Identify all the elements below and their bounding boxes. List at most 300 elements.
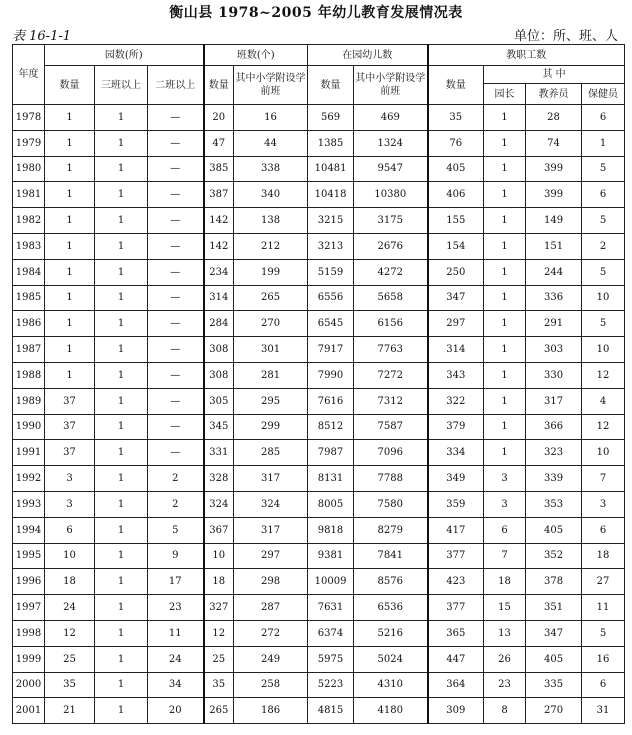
cell-classes-count: 47 <box>204 130 234 156</box>
cell-year: 1995 <box>13 543 45 569</box>
cell-attached-classes: 295 <box>234 388 308 414</box>
cell-teacher: 270 <box>526 698 582 724</box>
table-row <box>13 646 625 672</box>
cell-two-minus: 23 <box>148 595 204 621</box>
cell-children-count: 569 <box>308 105 354 131</box>
table-row <box>13 105 625 131</box>
table-body <box>13 105 625 724</box>
header-children-count: 数量 <box>308 66 354 105</box>
cell-attached-children: 7312 <box>354 388 428 414</box>
cell-year: 2001 <box>13 698 45 724</box>
cell-attached-classes: 138 <box>234 208 308 234</box>
cell-staff-count: 364 <box>428 672 484 698</box>
cell-teacher: 347 <box>526 620 582 646</box>
cell-children-count: 3215 <box>308 208 354 234</box>
cell-staff-count: 417 <box>428 517 484 543</box>
cell-health: 7 <box>582 466 625 492</box>
header-teacher: 教养员 <box>526 84 582 105</box>
cell-two-minus: — <box>148 440 204 466</box>
cell-classes-count: 25 <box>204 646 234 672</box>
cell-three-plus: 1 <box>95 543 148 569</box>
cell-attached-children: 5216 <box>354 620 428 646</box>
header-children: 在园幼儿数 <box>308 45 428 66</box>
cell-three-plus: 1 <box>95 440 148 466</box>
table-row <box>13 569 625 595</box>
cell-principal: 1 <box>484 285 526 311</box>
cell-attached-children: 7788 <box>354 466 428 492</box>
cell-staff-count: 309 <box>428 698 484 724</box>
cell-principal: 3 <box>484 466 526 492</box>
table-row <box>13 259 625 285</box>
cell-gardens-count: 25 <box>45 646 95 672</box>
cell-gardens-count: 18 <box>45 569 95 595</box>
cell-health: 3 <box>582 491 625 517</box>
cell-three-plus: 1 <box>95 491 148 517</box>
cell-attached-classes: 272 <box>234 620 308 646</box>
cell-children-count: 6556 <box>308 285 354 311</box>
cell-attached-classes: 340 <box>234 182 308 208</box>
cell-year: 1993 <box>13 491 45 517</box>
cell-children-count: 6545 <box>308 311 354 337</box>
cell-health: 5 <box>582 259 625 285</box>
cell-gardens-count: 6 <box>45 517 95 543</box>
cell-three-plus: 1 <box>95 285 148 311</box>
header-attached-children: 其中小学附设学前班 <box>354 66 428 105</box>
table-row <box>13 285 625 311</box>
cell-two-minus: — <box>148 233 204 259</box>
cell-teacher: 244 <box>526 259 582 285</box>
cell-gardens-count: 1 <box>45 285 95 311</box>
cell-attached-classes: 270 <box>234 311 308 337</box>
header-three-plus: 三班以上 <box>95 66 148 105</box>
cell-two-minus: — <box>148 362 204 388</box>
cell-gardens-count: 10 <box>45 543 95 569</box>
cell-teacher: 336 <box>526 285 582 311</box>
cell-health: 5 <box>582 208 625 234</box>
cell-attached-children: 7763 <box>354 337 428 363</box>
cell-attached-children: 6536 <box>354 595 428 621</box>
cell-principal: 1 <box>484 311 526 337</box>
cell-staff-count: 155 <box>428 208 484 234</box>
cell-two-minus: — <box>148 285 204 311</box>
cell-children-count: 10009 <box>308 569 354 595</box>
cell-principal: 3 <box>484 491 526 517</box>
cell-principal: 6 <box>484 517 526 543</box>
cell-two-minus: — <box>148 130 204 156</box>
cell-health: 1 <box>582 130 625 156</box>
cell-attached-classes: 258 <box>234 672 308 698</box>
cell-staff-count: 76 <box>428 130 484 156</box>
cell-teacher: 366 <box>526 414 582 440</box>
cell-two-minus: 17 <box>148 569 204 595</box>
cell-attached-classes: 212 <box>234 233 308 259</box>
header-gardens: 园数(所) <box>45 45 204 66</box>
cell-two-minus: 11 <box>148 620 204 646</box>
cell-attached-classes: 287 <box>234 595 308 621</box>
cell-three-plus: 1 <box>95 208 148 234</box>
cell-two-minus: 9 <box>148 543 204 569</box>
cell-principal: 23 <box>484 672 526 698</box>
cell-staff-count: 347 <box>428 285 484 311</box>
table-row <box>13 130 625 156</box>
cell-attached-children: 7841 <box>354 543 428 569</box>
cell-children-count: 9818 <box>308 517 354 543</box>
cell-children-count: 10418 <box>308 182 354 208</box>
cell-children-count: 4815 <box>308 698 354 724</box>
cell-attached-classes: 44 <box>234 130 308 156</box>
cell-classes-count: 327 <box>204 595 234 621</box>
cell-children-count: 1385 <box>308 130 354 156</box>
header-of-which: 其 中 <box>484 66 625 84</box>
cell-attached-children: 7272 <box>354 362 428 388</box>
cell-three-plus: 1 <box>95 672 148 698</box>
cell-three-plus: 1 <box>95 156 148 182</box>
cell-principal: 18 <box>484 569 526 595</box>
cell-staff-count: 250 <box>428 259 484 285</box>
cell-gardens-count: 12 <box>45 620 95 646</box>
cell-three-plus: 1 <box>95 517 148 543</box>
cell-children-count: 7987 <box>308 440 354 466</box>
cell-principal: 1 <box>484 259 526 285</box>
cell-attached-classes: 338 <box>234 156 308 182</box>
cell-health: 6 <box>582 105 625 131</box>
cell-gardens-count: 37 <box>45 388 95 414</box>
cell-two-minus: 2 <box>148 466 204 492</box>
cell-classes-count: 367 <box>204 517 234 543</box>
cell-attached-children: 4310 <box>354 672 428 698</box>
cell-three-plus: 1 <box>95 259 148 285</box>
cell-health: 4 <box>582 388 625 414</box>
cell-attached-classes: 265 <box>234 285 308 311</box>
cell-health: 10 <box>582 337 625 363</box>
cell-teacher: 149 <box>526 208 582 234</box>
cell-health: 18 <box>582 543 625 569</box>
cell-year: 1989 <box>13 388 45 414</box>
cell-health: 27 <box>582 569 625 595</box>
cell-principal: 1 <box>484 388 526 414</box>
cell-classes-count: 234 <box>204 259 234 285</box>
cell-attached-classes: 16 <box>234 105 308 131</box>
cell-principal: 1 <box>484 156 526 182</box>
cell-gardens-count: 3 <box>45 491 95 517</box>
table-number: 表 16-1-1 <box>12 29 72 44</box>
cell-children-count: 7917 <box>308 337 354 363</box>
cell-staff-count: 377 <box>428 595 484 621</box>
cell-year: 1980 <box>13 156 45 182</box>
cell-three-plus: 1 <box>95 311 148 337</box>
cell-year: 1992 <box>13 466 45 492</box>
cell-children-count: 7990 <box>308 362 354 388</box>
cell-gardens-count: 1 <box>45 233 95 259</box>
cell-year: 1999 <box>13 646 45 672</box>
cell-health: 16 <box>582 646 625 672</box>
table-row <box>13 517 625 543</box>
cell-classes-count: 284 <box>204 311 234 337</box>
cell-attached-children: 7587 <box>354 414 428 440</box>
cell-teacher: 399 <box>526 182 582 208</box>
cell-health: 6 <box>582 182 625 208</box>
table-row <box>13 337 625 363</box>
cell-staff-count: 359 <box>428 491 484 517</box>
cell-two-minus: — <box>148 414 204 440</box>
cell-teacher: 353 <box>526 491 582 517</box>
cell-two-minus: — <box>148 311 204 337</box>
cell-classes-count: 314 <box>204 285 234 311</box>
header-gardens-count: 数量 <box>45 66 95 105</box>
cell-principal: 1 <box>484 414 526 440</box>
cell-attached-children: 7580 <box>354 491 428 517</box>
cell-two-minus: — <box>148 388 204 414</box>
table-title: 衡山县 1978~2005 年幼儿教育发展情况表 <box>169 5 463 21</box>
cell-principal: 1 <box>484 182 526 208</box>
cell-classes-count: 345 <box>204 414 234 440</box>
cell-attached-children: 3175 <box>354 208 428 234</box>
cell-two-minus: — <box>148 259 204 285</box>
cell-three-plus: 1 <box>95 466 148 492</box>
cell-gardens-count: 21 <box>45 698 95 724</box>
cell-children-count: 5159 <box>308 259 354 285</box>
header-year: 年度 <box>13 45 45 105</box>
cell-year: 1991 <box>13 440 45 466</box>
cell-three-plus: 1 <box>95 698 148 724</box>
cell-classes-count: 265 <box>204 698 234 724</box>
cell-principal: 1 <box>484 130 526 156</box>
cell-three-plus: 1 <box>95 620 148 646</box>
cell-year: 1994 <box>13 517 45 543</box>
table-row <box>13 543 625 569</box>
table-row <box>13 311 625 337</box>
cell-three-plus: 1 <box>95 105 148 131</box>
cell-three-plus: 1 <box>95 233 148 259</box>
cell-attached-children: 4272 <box>354 259 428 285</box>
cell-attached-classes: 249 <box>234 646 308 672</box>
cell-two-minus: — <box>148 105 204 131</box>
cell-attached-classes: 285 <box>234 440 308 466</box>
cell-staff-count: 379 <box>428 414 484 440</box>
cell-gardens-count: 35 <box>45 672 95 698</box>
cell-teacher: 74 <box>526 130 582 156</box>
cell-year: 1981 <box>13 182 45 208</box>
education-table <box>12 44 625 724</box>
cell-health: 5 <box>582 156 625 182</box>
cell-health: 11 <box>582 595 625 621</box>
table-row <box>13 182 625 208</box>
cell-health: 12 <box>582 362 625 388</box>
cell-children-count: 6374 <box>308 620 354 646</box>
cell-attached-classes: 281 <box>234 362 308 388</box>
cell-attached-children: 4180 <box>354 698 428 724</box>
cell-principal: 7 <box>484 543 526 569</box>
table-row <box>13 466 625 492</box>
cell-three-plus: 1 <box>95 569 148 595</box>
cell-attached-classes: 324 <box>234 491 308 517</box>
cell-principal: 13 <box>484 620 526 646</box>
cell-gardens-count: 1 <box>45 156 95 182</box>
cell-attached-children: 7096 <box>354 440 428 466</box>
header-classes: 班数(个) <box>204 45 308 66</box>
cell-year: 1996 <box>13 569 45 595</box>
cell-teacher: 335 <box>526 672 582 698</box>
cell-gardens-count: 1 <box>45 362 95 388</box>
table-row <box>13 388 625 414</box>
cell-year: 2000 <box>13 672 45 698</box>
cell-staff-count: 406 <box>428 182 484 208</box>
cell-gardens-count: 24 <box>45 595 95 621</box>
table-row <box>13 620 625 646</box>
cell-health: 5 <box>582 311 625 337</box>
cell-principal: 1 <box>484 105 526 131</box>
cell-staff-count: 322 <box>428 388 484 414</box>
cell-teacher: 352 <box>526 543 582 569</box>
cell-health: 6 <box>582 517 625 543</box>
cell-year: 1978 <box>13 105 45 131</box>
cell-teacher: 151 <box>526 233 582 259</box>
table-row <box>13 208 625 234</box>
cell-attached-children: 10380 <box>354 182 428 208</box>
cell-children-count: 7631 <box>308 595 354 621</box>
cell-attached-children: 469 <box>354 105 428 131</box>
cell-three-plus: 1 <box>95 414 148 440</box>
cell-three-plus: 1 <box>95 182 148 208</box>
cell-gardens-count: 1 <box>45 337 95 363</box>
header-attached-classes: 其中小学附设学前班 <box>234 66 308 105</box>
cell-year: 1983 <box>13 233 45 259</box>
cell-attached-classes: 317 <box>234 466 308 492</box>
cell-teacher: 291 <box>526 311 582 337</box>
cell-classes-count: 331 <box>204 440 234 466</box>
cell-health: 2 <box>582 233 625 259</box>
cell-classes-count: 305 <box>204 388 234 414</box>
cell-year: 1998 <box>13 620 45 646</box>
header-health: 保健员 <box>582 84 625 105</box>
cell-teacher: 351 <box>526 595 582 621</box>
cell-health: 10 <box>582 285 625 311</box>
cell-staff-count: 349 <box>428 466 484 492</box>
cell-attached-classes: 199 <box>234 259 308 285</box>
cell-year: 1979 <box>13 130 45 156</box>
header-principal: 园长 <box>484 84 526 105</box>
cell-children-count: 8512 <box>308 414 354 440</box>
cell-classes-count: 142 <box>204 233 234 259</box>
cell-children-count: 10481 <box>308 156 354 182</box>
cell-three-plus: 1 <box>95 646 148 672</box>
cell-health: 12 <box>582 414 625 440</box>
cell-teacher: 405 <box>526 517 582 543</box>
cell-year: 1987 <box>13 337 45 363</box>
cell-year: 1988 <box>13 362 45 388</box>
cell-teacher: 378 <box>526 569 582 595</box>
cell-staff-count: 154 <box>428 233 484 259</box>
cell-year: 1985 <box>13 285 45 311</box>
cell-health: 31 <box>582 698 625 724</box>
table-row <box>13 440 625 466</box>
cell-three-plus: 1 <box>95 337 148 363</box>
cell-two-minus: 34 <box>148 672 204 698</box>
cell-attached-classes: 186 <box>234 698 308 724</box>
cell-attached-classes: 299 <box>234 414 308 440</box>
cell-staff-count: 334 <box>428 440 484 466</box>
cell-teacher: 399 <box>526 156 582 182</box>
cell-health: 5 <box>582 620 625 646</box>
table-row <box>13 595 625 621</box>
cell-attached-children: 5658 <box>354 285 428 311</box>
cell-classes-count: 35 <box>204 672 234 698</box>
cell-children-count: 3213 <box>308 233 354 259</box>
table-row <box>13 233 625 259</box>
table-row <box>13 698 625 724</box>
cell-year: 1984 <box>13 259 45 285</box>
cell-two-minus: — <box>148 208 204 234</box>
cell-gardens-count: 1 <box>45 130 95 156</box>
cell-year: 1982 <box>13 208 45 234</box>
cell-teacher: 303 <box>526 337 582 363</box>
table-row <box>13 491 625 517</box>
cell-classes-count: 328 <box>204 466 234 492</box>
cell-teacher: 339 <box>526 466 582 492</box>
cell-three-plus: 1 <box>95 388 148 414</box>
table-row <box>13 672 625 698</box>
cell-staff-count: 365 <box>428 620 484 646</box>
cell-gardens-count: 1 <box>45 259 95 285</box>
cell-gardens-count: 1 <box>45 311 95 337</box>
cell-attached-children: 5024 <box>354 646 428 672</box>
cell-children-count: 5223 <box>308 672 354 698</box>
cell-staff-count: 35 <box>428 105 484 131</box>
cell-teacher: 405 <box>526 646 582 672</box>
cell-attached-children: 2676 <box>354 233 428 259</box>
cell-attached-children: 6156 <box>354 311 428 337</box>
cell-gardens-count: 1 <box>45 208 95 234</box>
cell-principal: 8 <box>484 698 526 724</box>
cell-gardens-count: 1 <box>45 182 95 208</box>
cell-attached-classes: 297 <box>234 543 308 569</box>
cell-children-count: 9381 <box>308 543 354 569</box>
cell-two-minus: — <box>148 337 204 363</box>
header-classes-count: 数量 <box>204 66 234 105</box>
cell-teacher: 317 <box>526 388 582 414</box>
cell-attached-classes: 317 <box>234 517 308 543</box>
cell-attached-classes: 298 <box>234 569 308 595</box>
cell-classes-count: 20 <box>204 105 234 131</box>
cell-classes-count: 12 <box>204 620 234 646</box>
cell-two-minus: 24 <box>148 646 204 672</box>
cell-classes-count: 324 <box>204 491 234 517</box>
cell-three-plus: 1 <box>95 362 148 388</box>
cell-attached-children: 9547 <box>354 156 428 182</box>
cell-classes-count: 142 <box>204 208 234 234</box>
cell-classes-count: 18 <box>204 569 234 595</box>
cell-gardens-count: 37 <box>45 414 95 440</box>
cell-principal: 26 <box>484 646 526 672</box>
cell-year: 1990 <box>13 414 45 440</box>
header-staff: 教职工数 <box>428 45 625 66</box>
cell-principal: 1 <box>484 337 526 363</box>
cell-staff-count: 423 <box>428 569 484 595</box>
cell-staff-count: 314 <box>428 337 484 363</box>
unit-label: 单位：所、班、人 <box>513 29 618 44</box>
cell-staff-count: 343 <box>428 362 484 388</box>
cell-attached-classes: 301 <box>234 337 308 363</box>
cell-classes-count: 308 <box>204 337 234 363</box>
table-row <box>13 414 625 440</box>
cell-classes-count: 387 <box>204 182 234 208</box>
cell-staff-count: 377 <box>428 543 484 569</box>
cell-gardens-count: 3 <box>45 466 95 492</box>
cell-health: 10 <box>582 440 625 466</box>
cell-attached-children: 8279 <box>354 517 428 543</box>
cell-classes-count: 385 <box>204 156 234 182</box>
cell-principal: 15 <box>484 595 526 621</box>
